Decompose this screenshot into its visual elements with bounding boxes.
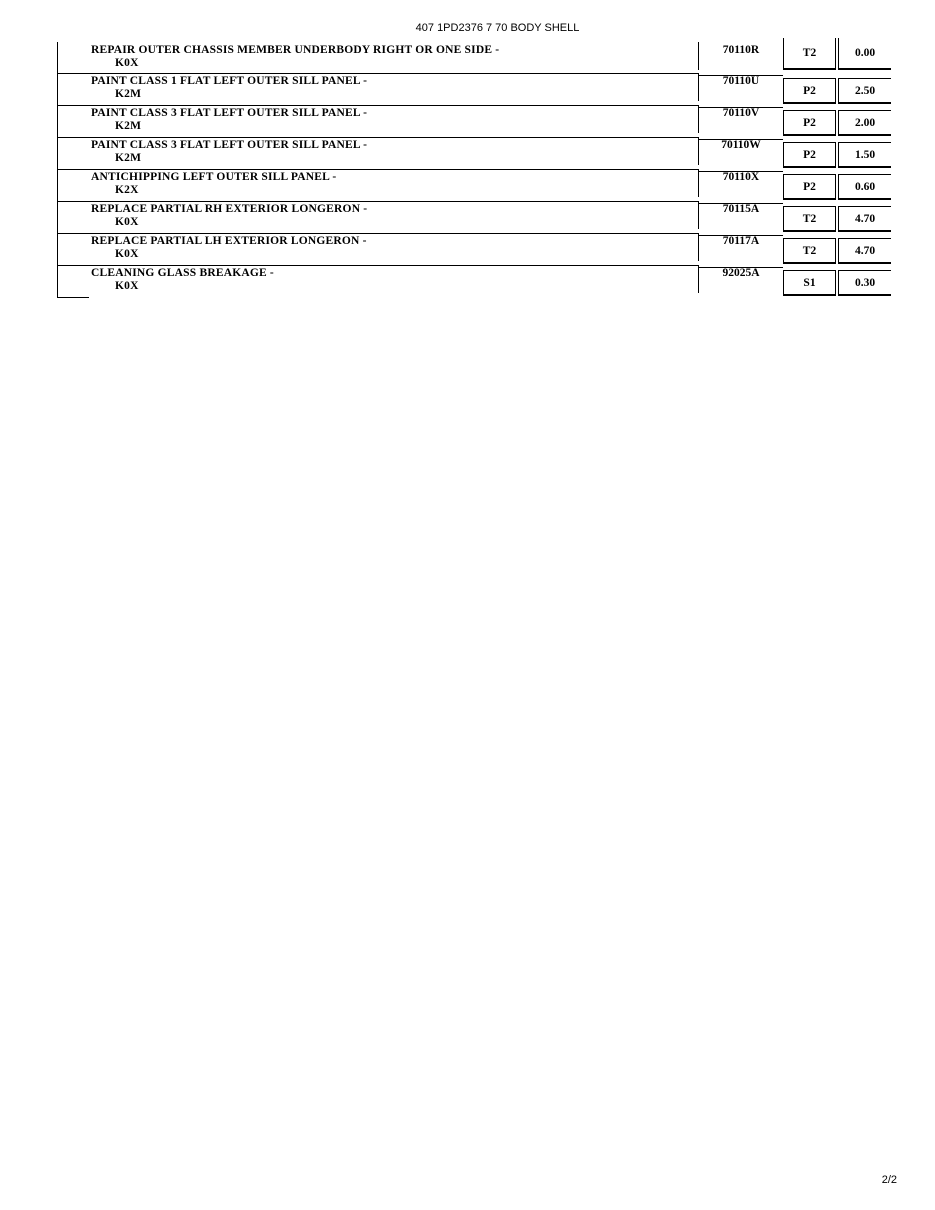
operation-code: 70110W: [721, 139, 761, 151]
operation-subcode: K0X: [115, 280, 139, 292]
operation-description: PAINT CLASS 1 FLAT LEFT OUTER SILL PANEL - K2M: [91, 75, 691, 101]
operation-type: P2: [783, 142, 836, 168]
operation-time: 0.00: [838, 38, 891, 70]
operation-type: T2: [783, 238, 836, 264]
operation-code: 70110R: [722, 44, 760, 56]
operation-type: S1: [783, 270, 836, 296]
operation-time: 1.50: [838, 142, 891, 168]
operation-description: PAINT CLASS 3 FLAT LEFT OUTER SILL PANEL - K2M: [91, 107, 691, 133]
table-row: [0, 105, 935, 137]
table-row: [0, 137, 935, 169]
operation-subcode: K2M: [115, 120, 142, 132]
operation-code: 70115A: [722, 203, 760, 215]
operation-time: 2.00: [838, 110, 891, 136]
operation-subcode: K2X: [115, 184, 139, 196]
operation-type: P2: [783, 110, 836, 136]
table-row: [0, 233, 935, 265]
table-row: [0, 201, 935, 233]
operation-code: 70110U: [722, 75, 760, 87]
operations-table: [0, 0, 935, 320]
operation-description: ANTICHIPPING LEFT OUTER SILL PANEL - K2X: [91, 171, 691, 197]
operation-subcode: K0X: [115, 248, 139, 260]
operation-subcode: K2M: [115, 152, 142, 164]
operation-description: REPLACE PARTIAL RH EXTERIOR LONGERON - K0X: [91, 203, 691, 229]
table-row: [0, 42, 935, 74]
operation-type: P2: [783, 78, 836, 104]
operation-subcode: K0X: [115, 57, 139, 69]
operation-time: 4.70: [838, 238, 891, 264]
operation-type: T2: [783, 38, 836, 70]
operation-time: 2.50: [838, 78, 891, 104]
operation-time: 4.70: [838, 206, 891, 232]
operation-code: 92025A: [722, 267, 760, 279]
operation-subcode: K2M: [115, 88, 142, 100]
operation-time: 0.30: [838, 270, 891, 296]
table-row: [0, 169, 935, 201]
table-row: [0, 73, 935, 105]
operation-description: PAINT CLASS 3 FLAT LEFT OUTER SILL PANEL - K2M: [91, 139, 691, 165]
operation-subcode: K0X: [115, 216, 139, 228]
table-bottom-line: [57, 297, 89, 298]
page-header-title: 407 1PD2376 7 70 BODY SHELL: [415, 22, 580, 34]
page-number: 2/2: [881, 1174, 897, 1186]
operation-code: 70110X: [722, 171, 760, 183]
operation-description: REPLACE PARTIAL LH EXTERIOR LONGERON - K0X: [91, 235, 691, 261]
operation-time: 0.60: [838, 174, 891, 200]
operation-type: P2: [783, 174, 836, 200]
operation-type: T2: [783, 206, 836, 232]
operation-code: 70117A: [722, 235, 760, 247]
operation-description: REPAIR OUTER CHASSIS MEMBER UNDERBODY RIGHT OR ONE SIDE - K0X: [91, 44, 691, 70]
operation-description: CLEANING GLASS BREAKAGE - K0X: [91, 267, 691, 293]
table-row: [0, 265, 935, 297]
operation-code: 70110V: [722, 107, 760, 119]
